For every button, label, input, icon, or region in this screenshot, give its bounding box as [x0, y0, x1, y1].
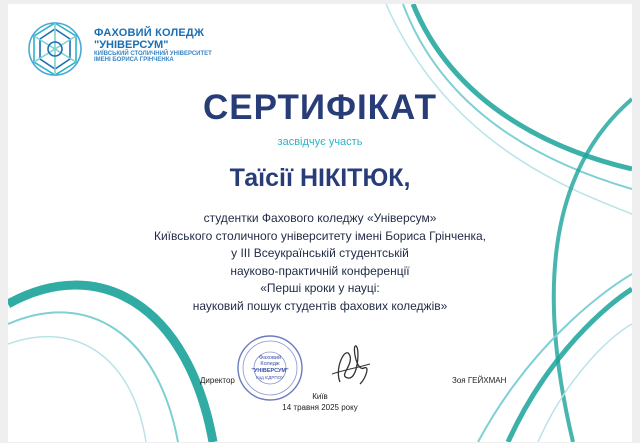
stamp-line-2: Коледж — [260, 361, 280, 367]
issue-city: Київ — [312, 392, 328, 401]
certificate-page — [8, 4, 632, 442]
certificate-title: СЕРТИФІКАТ — [203, 88, 437, 127]
certificate-subtitle: засвідчує участь — [277, 136, 363, 148]
director-label: Директор — [200, 376, 235, 385]
body-line: студентки Фахового коледжу «Універсум» — [203, 211, 437, 225]
logo-line-1: ФАХОВИЙ КОЛЕДЖ — [94, 27, 205, 39]
signer-name: Зоя ГЕЙХМАН — [452, 376, 507, 385]
stamp-line-4: Код ЄДРПОУ — [256, 375, 284, 380]
certificate-body — [8, 210, 632, 315]
handwritten-signature-icon — [326, 338, 374, 390]
stamp-line-3: "УНІВЕРСУМ" — [251, 368, 289, 374]
body-line: «Перші кроки у науці: — [260, 281, 380, 295]
body-line: у ІІІ Всеукраїнській студентській — [231, 246, 409, 260]
stamp-line-1: Фаховий — [258, 355, 282, 361]
logo-line-2: "УНІВЕРСУМ" — [94, 38, 169, 51]
college-logo-icon — [24, 18, 86, 80]
issue-date: 14 травня 2025 року — [282, 403, 358, 412]
logo-line-4: ІМЕНІ БОРИСА ГРІНЧЕНКА — [94, 57, 174, 64]
body-line: Київського столичного університету імені Бориса Грінченка, — [153, 228, 487, 243]
college-logo-text — [94, 28, 212, 64]
body-line: науково-практичній конференції — [230, 263, 410, 278]
body-line: науковий пошук студентів фахових коледжів» — [192, 298, 448, 313]
recipient-name: Таїсії НІКІТЮК, — [229, 164, 411, 192]
logo-line-3: КИЇВСЬКИЙ СТОЛИЧНИЙ УНІВЕРСИТЕТ — [94, 51, 212, 58]
